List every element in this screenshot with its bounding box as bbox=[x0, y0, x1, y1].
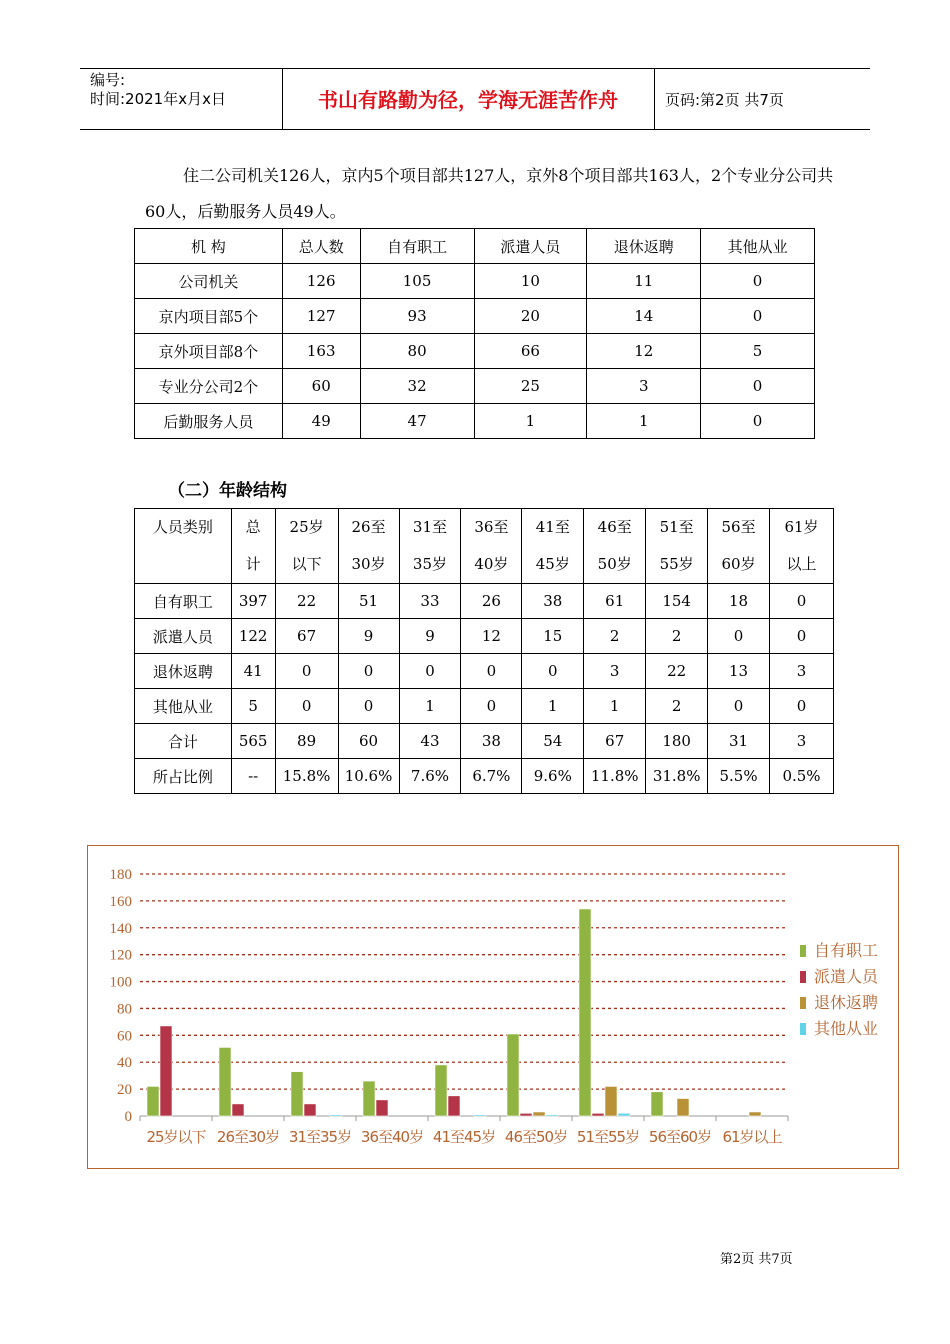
x-tick-label: 61岁以上 bbox=[722, 1128, 782, 1146]
header-line: 35岁 bbox=[412, 555, 448, 573]
header-line: 55岁 bbox=[659, 555, 694, 573]
header-line: 26至 bbox=[351, 518, 386, 536]
table-cell: 0 bbox=[770, 619, 834, 654]
table-cell: 25 bbox=[474, 369, 587, 404]
header-line: 25岁 bbox=[289, 518, 324, 536]
table-cell: 127 bbox=[282, 299, 360, 334]
bar bbox=[219, 1047, 231, 1116]
table-cell: 0 bbox=[275, 654, 338, 689]
table-row bbox=[135, 654, 834, 689]
y-tick-label: 0 bbox=[124, 1109, 132, 1125]
table-cell: 47 bbox=[360, 404, 474, 439]
table-cell: 89 bbox=[275, 724, 338, 759]
table-cell: 60 bbox=[338, 724, 399, 759]
table-cell: 0 bbox=[701, 299, 815, 334]
table-cell: 13 bbox=[708, 654, 770, 689]
table-header-cell bbox=[461, 509, 522, 584]
x-tick-label: 41至45岁 bbox=[432, 1128, 496, 1146]
y-tick-label: 80 bbox=[117, 1001, 132, 1018]
table-cell: 565 bbox=[231, 724, 275, 759]
table-cell: 9.6% bbox=[522, 759, 584, 794]
bar bbox=[330, 1115, 342, 1116]
table-cell: 60 bbox=[282, 369, 360, 404]
table-cell: 14 bbox=[587, 299, 701, 334]
table-cell: 0 bbox=[275, 689, 338, 724]
x-tick-label: 56至60岁 bbox=[648, 1128, 712, 1146]
table-header-cell: 退休返聘 bbox=[587, 229, 701, 264]
table-cell: 3 bbox=[584, 654, 646, 689]
bar bbox=[448, 1096, 460, 1116]
y-tick-label: 120 bbox=[109, 947, 132, 964]
bar bbox=[160, 1026, 172, 1116]
y-tick-label: 140 bbox=[109, 920, 132, 937]
bar bbox=[533, 1112, 545, 1116]
table-cell: 5 bbox=[231, 689, 275, 724]
table-cell: 0 bbox=[338, 654, 399, 689]
table-cell: 派遣人员 bbox=[135, 619, 232, 654]
table-cell: 0 bbox=[701, 264, 815, 299]
table-header-cell bbox=[708, 509, 770, 584]
x-tick-label: 25岁以下 bbox=[146, 1128, 206, 1146]
table-cell: 51 bbox=[338, 584, 399, 619]
table-cell: 18 bbox=[708, 584, 770, 619]
age-chart bbox=[87, 845, 899, 1169]
table-cell: 京外项目部8个 bbox=[135, 334, 283, 369]
bar bbox=[579, 909, 591, 1116]
table-cell: 61 bbox=[584, 584, 646, 619]
table-cell: 0 bbox=[770, 689, 834, 724]
table-cell: 154 bbox=[646, 584, 708, 619]
table-cell: 1 bbox=[587, 404, 701, 439]
header-line: 以下 bbox=[291, 555, 322, 573]
x-tick-label: 51至55岁 bbox=[576, 1128, 640, 1146]
table-cell: 15.8% bbox=[275, 759, 338, 794]
table-cell: 54 bbox=[522, 724, 584, 759]
header-line: 46至 bbox=[597, 518, 632, 536]
table-cell: 0 bbox=[708, 689, 770, 724]
table-cell: 10.6% bbox=[338, 759, 399, 794]
table-header-cell bbox=[399, 509, 461, 584]
table-cell: 397 bbox=[231, 584, 275, 619]
table-cell: 京内项目部5个 bbox=[135, 299, 283, 334]
table-cell: 专业分公司2个 bbox=[135, 369, 283, 404]
table-header-cell: 自有职工 bbox=[360, 229, 474, 264]
table-cell: 163 bbox=[282, 334, 360, 369]
table-cell: 0 bbox=[399, 654, 461, 689]
section-title: （二）年龄结构 bbox=[168, 481, 287, 501]
legend-label: 退休返聘 bbox=[814, 993, 879, 1012]
table-cell: 3 bbox=[770, 724, 834, 759]
header-line: 30岁 bbox=[351, 555, 386, 573]
table-cell: 12 bbox=[587, 334, 701, 369]
table-cell: 180 bbox=[646, 724, 708, 759]
table-cell: 其他从业 bbox=[135, 689, 232, 724]
table-cell: 退休返聘 bbox=[135, 654, 232, 689]
x-tick-label: 26至30岁 bbox=[216, 1128, 280, 1146]
table-row bbox=[135, 724, 834, 759]
table-cell: 0 bbox=[708, 619, 770, 654]
x-tick-label: 46至50岁 bbox=[504, 1128, 568, 1146]
table-cell: 自有职工 bbox=[135, 584, 232, 619]
header-line: 45岁 bbox=[535, 555, 570, 573]
bar bbox=[363, 1081, 375, 1116]
table-cell: 122 bbox=[231, 619, 275, 654]
y-tick-label: 40 bbox=[117, 1055, 132, 1072]
table-cell: 5 bbox=[701, 334, 815, 369]
bar bbox=[520, 1113, 532, 1116]
table-header-cell bbox=[275, 509, 338, 584]
header-line: 以上 bbox=[786, 555, 817, 573]
table-cell: 5.5% bbox=[708, 759, 770, 794]
number-label: 编号: bbox=[90, 71, 126, 89]
bar bbox=[651, 1092, 663, 1116]
table-cell: 9 bbox=[399, 619, 461, 654]
table-cell: 1 bbox=[399, 689, 461, 724]
table-header-cell bbox=[584, 509, 646, 584]
table-header-cell bbox=[646, 509, 708, 584]
table-row bbox=[135, 369, 815, 404]
table-cell: 11 bbox=[587, 264, 701, 299]
header-line: 36至 bbox=[474, 518, 509, 536]
table-cell: 38 bbox=[461, 724, 522, 759]
table-header-cell bbox=[338, 509, 399, 584]
table-cell: 1 bbox=[522, 689, 584, 724]
y-tick-label: 60 bbox=[117, 1028, 132, 1045]
table-header-row bbox=[135, 229, 815, 264]
legend-label: 派遣人员 bbox=[814, 967, 879, 986]
table-cell: 0 bbox=[701, 404, 815, 439]
age-bar-chart bbox=[88, 846, 898, 1168]
bar bbox=[677, 1099, 689, 1116]
table-row bbox=[135, 334, 815, 369]
table-cell: 105 bbox=[360, 264, 474, 299]
table-cell: 10 bbox=[474, 264, 587, 299]
table-cell: 公司机关 bbox=[135, 264, 283, 299]
header-line: 50岁 bbox=[597, 555, 632, 573]
table-row bbox=[135, 264, 815, 299]
table-cell: 12 bbox=[461, 619, 522, 654]
table-cell: 0 bbox=[701, 369, 815, 404]
header-line: 总 bbox=[245, 518, 261, 536]
bar bbox=[291, 1072, 303, 1116]
table-header-cell bbox=[231, 509, 275, 584]
table-cell: 2 bbox=[646, 619, 708, 654]
table-cell: 后勤服务人员 bbox=[135, 404, 283, 439]
table-cell: 3 bbox=[770, 654, 834, 689]
header-line: 人员类别 bbox=[152, 518, 213, 536]
x-tick-label: 31至35岁 bbox=[288, 1128, 352, 1146]
header-line: 51至 bbox=[659, 518, 694, 536]
organization-table bbox=[134, 228, 815, 439]
page-footer: 第2页 共7页 bbox=[720, 1252, 793, 1267]
table-cell: 11.8% bbox=[584, 759, 646, 794]
bar bbox=[435, 1065, 447, 1116]
table-header-cell bbox=[770, 509, 834, 584]
table-cell: 0.5% bbox=[770, 759, 834, 794]
y-tick-label: 180 bbox=[109, 867, 132, 883]
table-cell: -- bbox=[231, 759, 275, 794]
table-cell: 15 bbox=[522, 619, 584, 654]
table-row bbox=[135, 689, 834, 724]
age-structure-table bbox=[134, 508, 834, 794]
bar bbox=[147, 1086, 159, 1116]
bar bbox=[507, 1034, 519, 1116]
time-label: 时间:2021年x月x日 bbox=[90, 90, 226, 108]
bar bbox=[605, 1086, 617, 1116]
legend-swatch bbox=[800, 971, 806, 983]
table-cell: 合计 bbox=[135, 724, 232, 759]
intro-paragraph: 住二公司机关126人，京内5个项目部共127人，京外8个项目部共163人，2个专业分公司共60人，后勤服务人员49人。 bbox=[145, 166, 834, 221]
table-cell: 9 bbox=[338, 619, 399, 654]
table-cell: 20 bbox=[474, 299, 587, 334]
y-tick-label: 100 bbox=[109, 974, 132, 991]
bar bbox=[232, 1104, 244, 1116]
table-row bbox=[135, 759, 834, 794]
table-cell: 0 bbox=[770, 584, 834, 619]
table-cell: 31.8% bbox=[646, 759, 708, 794]
table-cell: 3 bbox=[587, 369, 701, 404]
header-line: 计 bbox=[245, 555, 261, 573]
page-header bbox=[80, 68, 870, 130]
header-line: 40岁 bbox=[474, 555, 509, 573]
legend-swatch bbox=[800, 1023, 806, 1035]
table-header-cell bbox=[522, 509, 584, 584]
x-tick-label: 36至40岁 bbox=[360, 1128, 424, 1146]
table-header-cell: 机 构 bbox=[135, 229, 283, 264]
table-cell: 0 bbox=[461, 654, 522, 689]
bar bbox=[749, 1112, 761, 1116]
table-cell: 80 bbox=[360, 334, 474, 369]
table-cell: 0 bbox=[522, 654, 584, 689]
header-meta bbox=[90, 71, 226, 109]
y-tick-label: 160 bbox=[109, 893, 132, 910]
header-page-info: 页码:第2页 共7页 bbox=[665, 91, 784, 109]
table-cell: 1 bbox=[474, 404, 587, 439]
table-row bbox=[135, 619, 834, 654]
legend-label: 自有职工 bbox=[814, 941, 879, 960]
table-row bbox=[135, 404, 815, 439]
header-line: 41至 bbox=[535, 518, 570, 536]
bar bbox=[592, 1113, 604, 1116]
header-motto: 书山有路勤为径，学海无涯苦作舟 bbox=[318, 88, 618, 112]
table-cell: 41 bbox=[231, 654, 275, 689]
table-cell: 22 bbox=[275, 584, 338, 619]
table-cell: 7.6% bbox=[399, 759, 461, 794]
bar bbox=[546, 1115, 558, 1116]
table-cell: 26 bbox=[461, 584, 522, 619]
header-line: 31至 bbox=[412, 518, 448, 536]
table-cell: 2 bbox=[646, 689, 708, 724]
y-tick-label: 20 bbox=[117, 1082, 132, 1099]
table-header-cell: 总人数 bbox=[282, 229, 360, 264]
legend-label: 其他从业 bbox=[814, 1019, 879, 1038]
table-cell: 67 bbox=[584, 724, 646, 759]
table-cell: 66 bbox=[474, 334, 587, 369]
table-cell: 0 bbox=[338, 689, 399, 724]
table-cell: 67 bbox=[275, 619, 338, 654]
table-row bbox=[135, 299, 815, 334]
table-cell: 22 bbox=[646, 654, 708, 689]
table-cell: 93 bbox=[360, 299, 474, 334]
table-header-row bbox=[135, 509, 834, 584]
table-cell: 38 bbox=[522, 584, 584, 619]
bar bbox=[618, 1113, 630, 1116]
header-line: 60岁 bbox=[721, 555, 756, 573]
bar bbox=[376, 1100, 388, 1116]
legend-swatch bbox=[800, 997, 806, 1009]
table-header-cell: 其他从业 bbox=[701, 229, 815, 264]
header-line: 56至 bbox=[721, 518, 756, 536]
table-cell: 31 bbox=[708, 724, 770, 759]
table-cell: 32 bbox=[360, 369, 474, 404]
table-cell: 1 bbox=[584, 689, 646, 724]
table-cell: 49 bbox=[282, 404, 360, 439]
table-cell: 6.7% bbox=[461, 759, 522, 794]
table-cell: 43 bbox=[399, 724, 461, 759]
bar bbox=[304, 1104, 316, 1116]
table-cell: 33 bbox=[399, 584, 461, 619]
bar bbox=[474, 1115, 486, 1116]
table-cell: 126 bbox=[282, 264, 360, 299]
header-divider bbox=[654, 69, 655, 129]
table-cell: 2 bbox=[584, 619, 646, 654]
legend-swatch bbox=[800, 945, 806, 957]
table-header-cell: 派遣人员 bbox=[474, 229, 587, 264]
table-row bbox=[135, 584, 834, 619]
table-header-cell bbox=[135, 509, 232, 584]
table-cell: 0 bbox=[461, 689, 522, 724]
table-cell: 所占比例 bbox=[135, 759, 232, 794]
header-line: 61岁 bbox=[784, 518, 819, 536]
